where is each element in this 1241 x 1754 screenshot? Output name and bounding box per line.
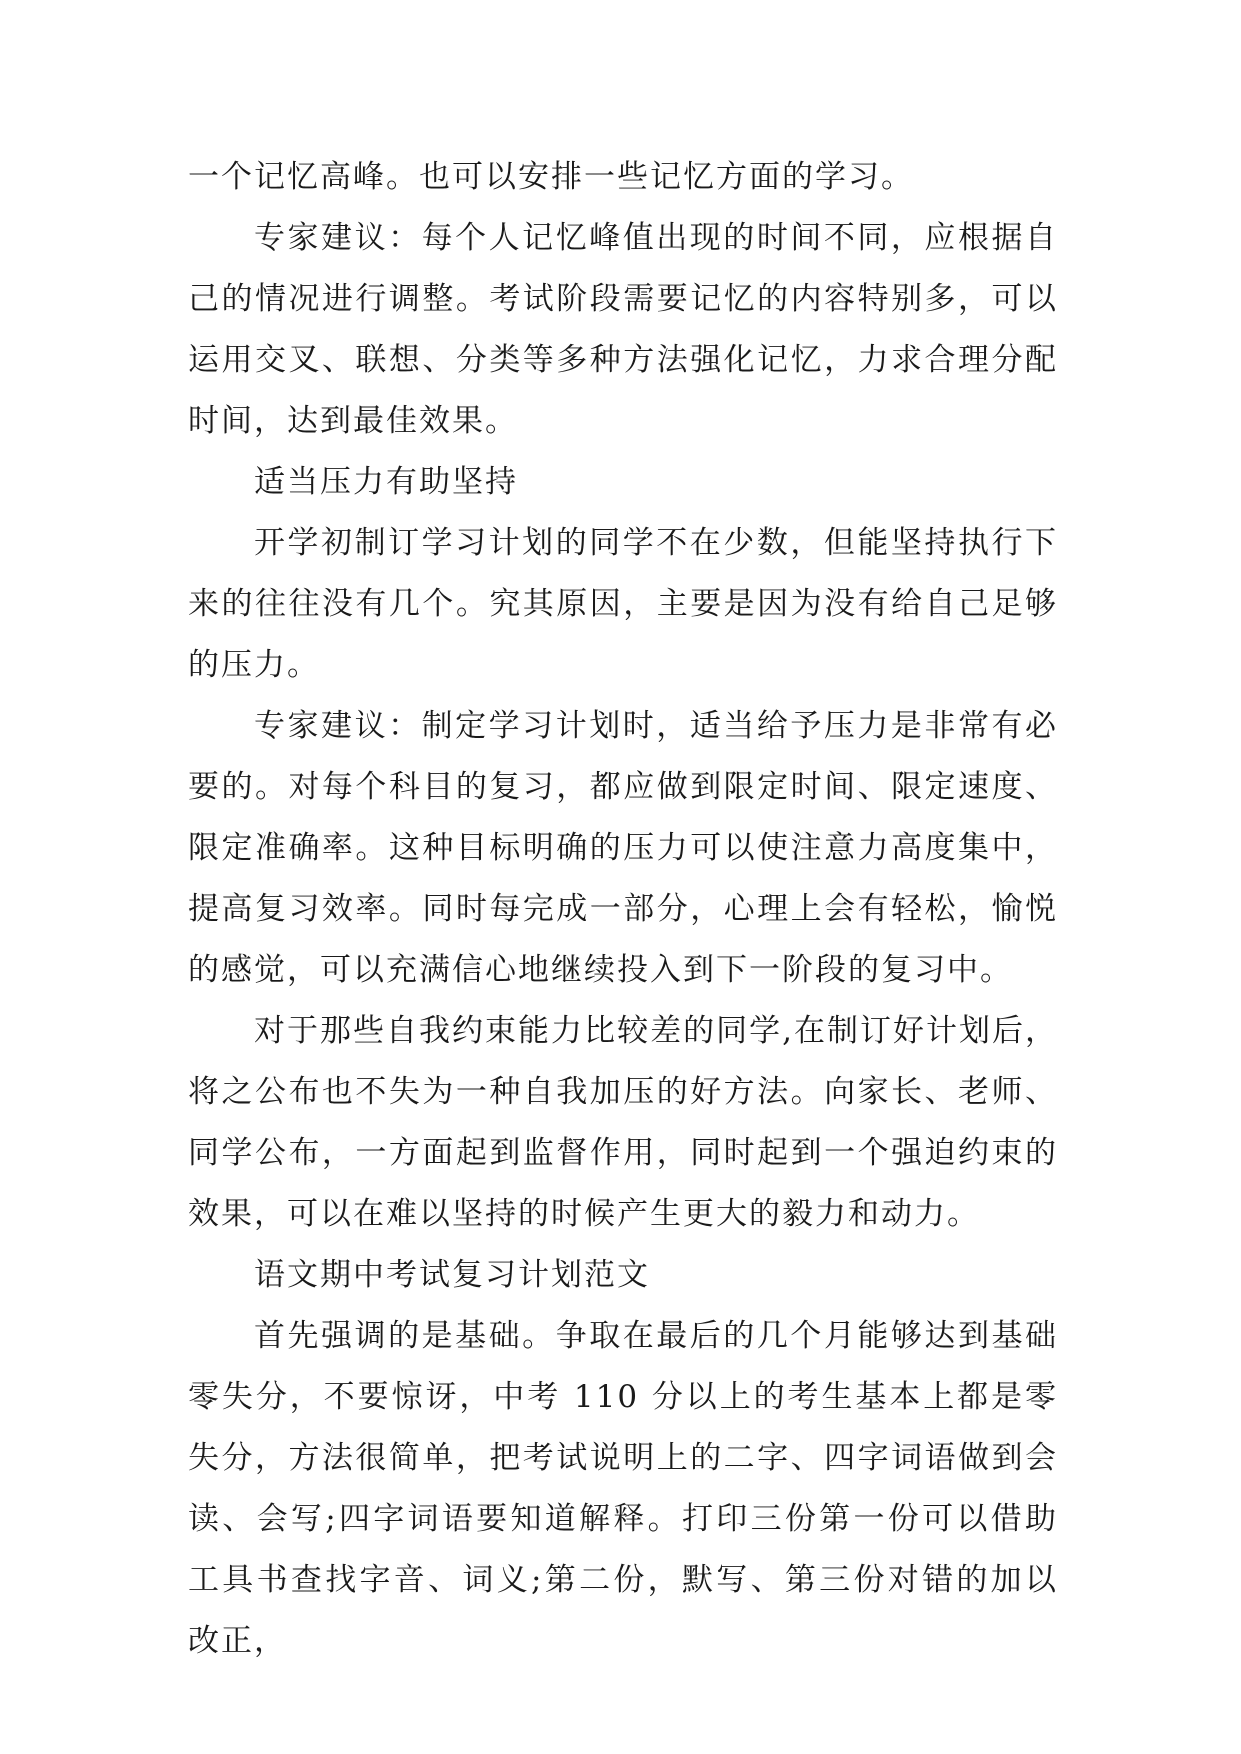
section-heading-pressure: 适当压力有助坚持 [254,464,518,500]
paragraph-5: 对于那些自我约束能力比较差的同学,在制订好计划后，将之公布也不失为一种自我加压的好方法。向家长、老师、同学公布，一方面起到监督作用，同时起到一个强迫约束的效果，可以在难以坚持的时候产生更大的毅力和动力。 [188,1013,1058,1232]
document-body [188,147,1058,1672]
paragraph-1: 一个记忆高峰。也可以安排一些记忆方面的学习。 [188,159,914,195]
paragraph-6: 首先强调的是基础。争取在最后的几个月能够达到基础零失分，不要惊讶，中考 110 分以上的考生基本上都是零失分，方法很简单，把考试说明上的二字、四字词语做到会读、会写;四字词语要知道解释。打印三份第一份可以借助工具书查找字音、词义;第二份，默写、第三份对错的加以改正， [188,1318,1058,1659]
paragraph-3: 开学初制订学习计划的同学不在少数，但能坚持执行下来的往往没有几个。究其原因，主要是因为没有给自己足够的压力。 [188,525,1058,683]
paragraph-4: 专家建议：制定学习计划时，适当给予压力是非常有必要的。对每个科目的复习，都应做到限定时间、限定速度、限定准确率。这种目标明确的压力可以使注意力高度集中，提高复习效率。同时每完成一部分，心理上会有轻松，愉悦的感觉，可以充满信心地继续投入到下一阶段的复习中。 [188,708,1058,988]
paragraph-2: 专家建议：每个人记忆峰值出现的时间不同，应根据自己的情况进行调整。考试阶段需要记忆的内容特别多，可以运用交叉、联想、分类等多种方法强化记忆，力求合理分配时间，达到最佳效果。 [188,220,1058,439]
section-heading-chinese-review: 语文期中考试复习计划范文 [254,1257,650,1293]
